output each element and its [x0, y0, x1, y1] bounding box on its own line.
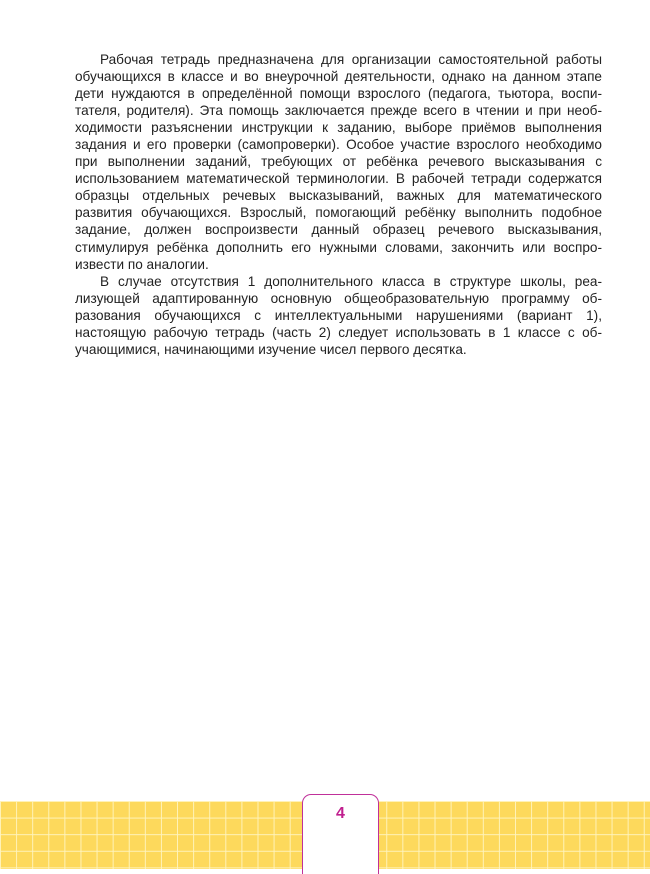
page-number: 4 — [336, 805, 345, 822]
page-number-tab — [302, 794, 379, 874]
page-body — [75, 51, 602, 358]
paragraph-workbook-purpose: Рабочая тетрадь предназначена для организации самостоятельной работы обучающихся в классе и во внеурочной деятельности, однако на данном этапе дети нуждаются в определённой помощи взрослого (педагога, тьютора, воспитателя, родителя). Эта помощь заключается прежде всего в чтении и при необходимости разъяснении инструкции к заданию, выборе приёмов выполнения задания и его проверки (самопроверки). Особое участие взрослого необходимо при выполнении заданий, требующих от ребёнка речевого высказывания с использованием математической терминологии. В рабочей тетради содержатся образцы отдельных речевых высказываний, важных для математического развития обучающихся. Взрослый, помогающий ребёнку выполнить подобное задание, должен воспроизвести данный образец речевого высказывания, стимулируя ребёнка дополнить его нужными словами, закончить или воспроизвести по аналогии. — [75, 52, 602, 272]
paragraph-usage-note: В случае отсутствия 1 дополнительного класса в структуре школы, реализующей адаптированную основную общеобразовательную программу образования обучающихся с интеллектуальными нарушениями (вариант 1), настоящую рабочую тетрадь (часть 2) следует использовать в 1 классе с обучающимися, начинающими изучение чисел первого десятка. — [75, 273, 602, 357]
